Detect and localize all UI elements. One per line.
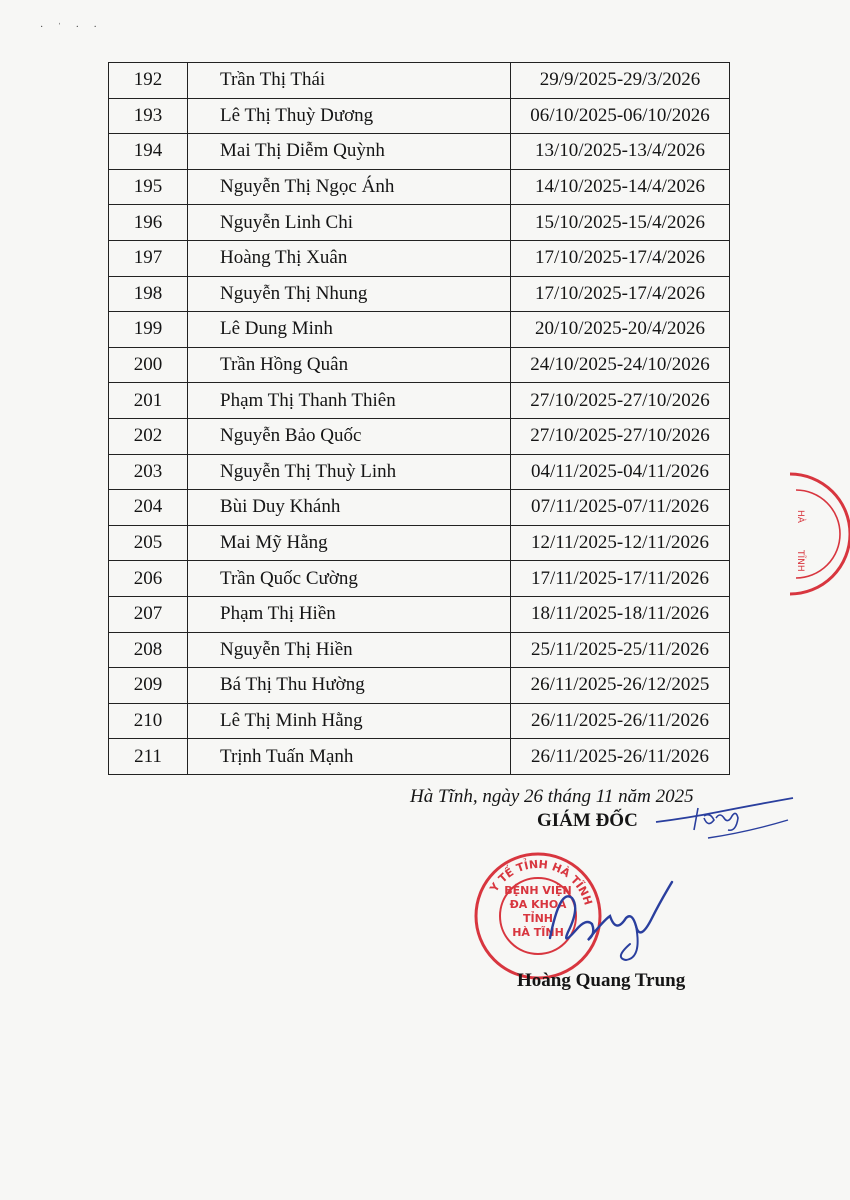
roster-table-body xyxy=(109,63,730,775)
row-number: 202 xyxy=(109,418,188,454)
row-name: Trần Quốc Cường xyxy=(188,561,511,597)
row-name: Trịnh Tuấn Mạnh xyxy=(188,739,511,775)
row-name: Nguyễn Thị Thuỳ Linh xyxy=(188,454,511,490)
table-row xyxy=(109,383,730,419)
row-period: 17/10/2025-17/4/2026 xyxy=(511,240,730,276)
row-period: 18/11/2025-18/11/2026 xyxy=(511,596,730,632)
row-number: 195 xyxy=(109,169,188,205)
row-period: 17/11/2025-17/11/2026 xyxy=(511,561,730,597)
row-period: 25/11/2025-25/11/2026 xyxy=(511,632,730,668)
table-row xyxy=(109,276,730,312)
row-name: Nguyễn Linh Chi xyxy=(188,205,511,241)
row-number: 207 xyxy=(109,596,188,632)
row-name: Nguyễn Thị Nhung xyxy=(188,276,511,312)
table-row xyxy=(109,240,730,276)
scan-artifact: · ˈ · · xyxy=(40,22,103,33)
row-number: 209 xyxy=(109,668,188,704)
table-row xyxy=(109,312,730,348)
row-name: Mai Mỹ Hằng xyxy=(188,525,511,561)
roster-table xyxy=(108,62,730,775)
row-name: Nguyễn Thị Ngọc Ánh xyxy=(188,169,511,205)
row-number: 196 xyxy=(109,205,188,241)
row-number: 192 xyxy=(109,63,188,99)
row-period: 26/11/2025-26/11/2026 xyxy=(511,739,730,775)
table-row xyxy=(109,561,730,597)
row-number: 201 xyxy=(109,383,188,419)
table-row xyxy=(109,63,730,99)
row-period: 15/10/2025-15/4/2026 xyxy=(511,205,730,241)
director-signature xyxy=(540,868,690,968)
row-period: 26/11/2025-26/12/2025 xyxy=(511,668,730,704)
row-name: Lê Thị Thuỳ Dương xyxy=(188,98,511,134)
row-number: 204 xyxy=(109,490,188,526)
table-row xyxy=(109,205,730,241)
row-period: 17/10/2025-17/4/2026 xyxy=(511,276,730,312)
row-number: 193 xyxy=(109,98,188,134)
row-number: 203 xyxy=(109,454,188,490)
row-name: Trần Thị Thái xyxy=(188,63,511,99)
row-number: 205 xyxy=(109,525,188,561)
row-period: 06/10/2025-06/10/2026 xyxy=(511,98,730,134)
row-number: 210 xyxy=(109,703,188,739)
initial-mark-signature xyxy=(648,794,798,844)
svg-text:Y TẾ TỈNH HÀ TĨNH: Y TẾ TỈNH HÀ TĨNH xyxy=(487,857,595,907)
row-name: Trần Hồng Quân xyxy=(188,347,511,383)
table-row xyxy=(109,169,730,205)
row-number: 194 xyxy=(109,134,188,170)
row-period: 12/11/2025-12/11/2026 xyxy=(511,525,730,561)
row-number: 197 xyxy=(109,240,188,276)
row-name: Lê Dung Minh xyxy=(188,312,511,348)
signer-name: Hoàng Quang Trung xyxy=(517,970,686,991)
row-name: Phạm Thị Thanh Thiên xyxy=(188,383,511,419)
row-name: Bá Thị Thu Hường xyxy=(188,668,511,704)
row-name: Phạm Thị Hiền xyxy=(188,596,511,632)
row-name: Lê Thị Minh Hằng xyxy=(188,703,511,739)
table-row xyxy=(109,490,730,526)
svg-text:HÀ: HÀ xyxy=(795,510,805,523)
place-date: Hà Tĩnh, ngày 26 tháng 11 năm 2025 xyxy=(410,786,694,807)
row-number: 200 xyxy=(109,347,188,383)
table-row xyxy=(109,632,730,668)
row-name: Nguyễn Thị Hiền xyxy=(188,632,511,668)
row-period: 04/11/2025-04/11/2026 xyxy=(511,454,730,490)
row-number: 211 xyxy=(109,739,188,775)
table-row xyxy=(109,454,730,490)
row-period: 26/11/2025-26/11/2026 xyxy=(511,703,730,739)
row-name: Nguyễn Bảo Quốc xyxy=(188,418,511,454)
table-row xyxy=(109,98,730,134)
table-row xyxy=(109,739,730,775)
row-number: 206 xyxy=(109,561,188,597)
row-name: Hoàng Thị Xuân xyxy=(188,240,511,276)
row-period: 14/10/2025-14/4/2026 xyxy=(511,169,730,205)
row-number: 208 xyxy=(109,632,188,668)
row-period: 29/9/2025-29/3/2026 xyxy=(511,63,730,99)
table-row xyxy=(109,596,730,632)
row-period: 24/10/2025-24/10/2026 xyxy=(511,347,730,383)
row-name: Mai Thị Diễm Quỳnh xyxy=(188,134,511,170)
row-period: 27/10/2025-27/10/2026 xyxy=(511,383,730,419)
svg-text:TĨNH: TĨNH xyxy=(795,550,805,572)
signer-role: GIÁM ĐỐC xyxy=(537,810,638,831)
table-row xyxy=(109,347,730,383)
row-period: 20/10/2025-20/4/2026 xyxy=(511,312,730,348)
row-name: Bùi Duy Khánh xyxy=(188,490,511,526)
table-row xyxy=(109,418,730,454)
table-row xyxy=(109,703,730,739)
edge-seal-fragment xyxy=(780,470,850,600)
row-number: 198 xyxy=(109,276,188,312)
table-row xyxy=(109,525,730,561)
row-period: 13/10/2025-13/4/2026 xyxy=(511,134,730,170)
svg-text:BỆNH VIỆNĐA KHOATỈNHHÀ TĨNH: BỆNH VIỆN ĐA KHOA TỈNH HÀ TĨNH xyxy=(504,884,572,939)
row-number: 199 xyxy=(109,312,188,348)
table-row xyxy=(109,668,730,704)
table-row xyxy=(109,134,730,170)
row-period: 07/11/2025-07/11/2026 xyxy=(511,490,730,526)
row-period: 27/10/2025-27/10/2026 xyxy=(511,418,730,454)
